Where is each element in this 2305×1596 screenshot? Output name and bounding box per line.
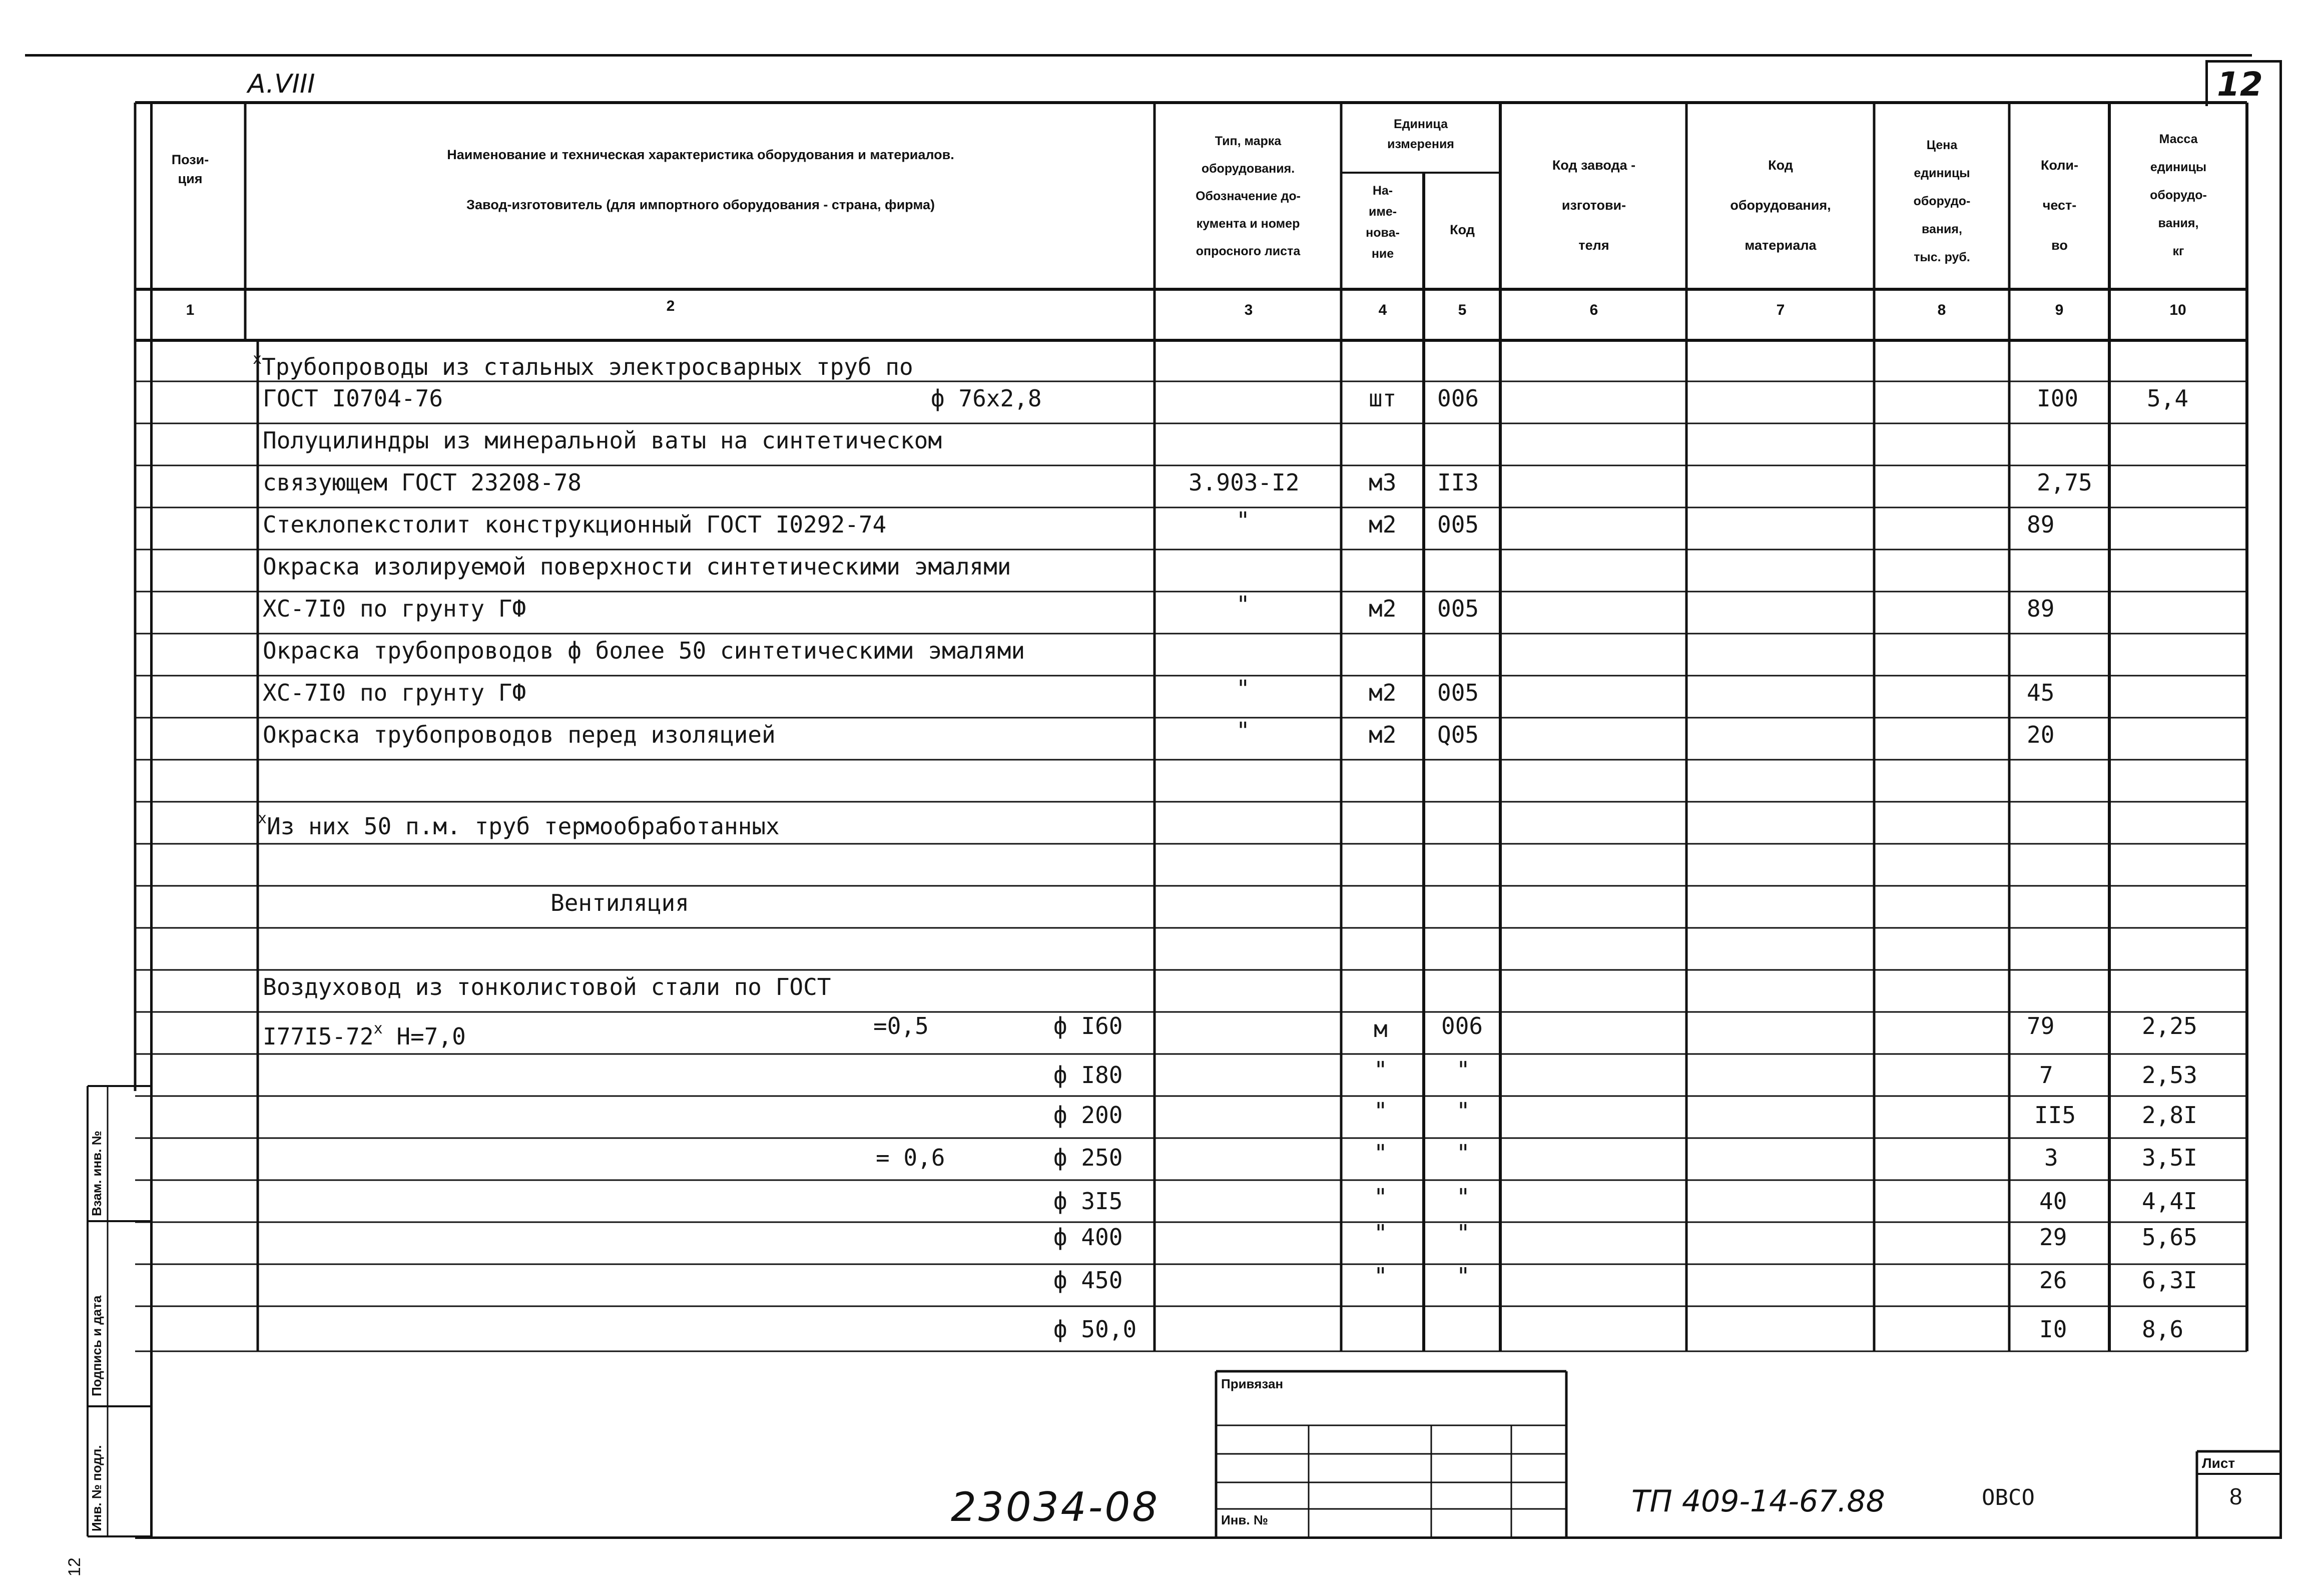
ditto-mark: " bbox=[1456, 1220, 1470, 1247]
table-row: $^x$Трубопроводы из стальных электросварных труб по bbox=[253, 350, 913, 380]
ditto-mark: " bbox=[1456, 1140, 1470, 1167]
header-position: Пози- ция bbox=[171, 152, 209, 186]
item-name: ХС-7I0 по грунту ГФ bbox=[263, 679, 526, 706]
item-mass: 4,4I bbox=[2142, 1188, 2197, 1215]
item-quantity: 20 bbox=[2027, 721, 2055, 748]
ditto-mark: " bbox=[1374, 1098, 1388, 1125]
item-dimension: ф 76x2,8 bbox=[931, 385, 1042, 412]
item-quantity: I00 bbox=[2037, 385, 2079, 412]
item-dimension: ф 400 bbox=[1053, 1224, 1123, 1251]
header-unit-name: На- име- нова- ние bbox=[1366, 184, 1400, 261]
item-unit-code: 005 bbox=[1437, 511, 1479, 538]
item-mass: 2,8I bbox=[2142, 1102, 2197, 1129]
item-unit: м3 bbox=[1369, 469, 1397, 496]
header-factory-code: Код завода - изготови- теля bbox=[1552, 158, 1636, 253]
header-unit-group: Единица измерения bbox=[1387, 117, 1454, 151]
item-quantity: 3 bbox=[2044, 1144, 2058, 1171]
item-name: ГОСТ I0704-76 bbox=[263, 385, 443, 412]
project-code: ТП 409-14-67.88 bbox=[1631, 1484, 1885, 1519]
col-number-6: 6 bbox=[1589, 302, 1598, 318]
col-number-3: 3 bbox=[1244, 302, 1253, 318]
item-thickness: = 0,6 bbox=[876, 1144, 945, 1171]
item-quantity: 2,75 bbox=[2037, 469, 2092, 496]
side-stamp-signature: Подпись и дата bbox=[89, 1295, 104, 1396]
header-equipment-code: Код оборудования, материала bbox=[1730, 158, 1831, 253]
header-unit-code: Код bbox=[1450, 222, 1475, 237]
item-quantity: II5 bbox=[2034, 1102, 2076, 1129]
ditto-mark: " bbox=[1456, 1098, 1470, 1125]
item-dimension: ф 200 bbox=[1053, 1102, 1123, 1129]
sheet-number: 8 bbox=[2229, 1483, 2242, 1509]
item-unit: шт bbox=[1369, 385, 1397, 412]
item-name: Окраска изолируемой поверхности синтетическими эмалями bbox=[263, 553, 1011, 580]
item-quantity: 7 bbox=[2039, 1061, 2053, 1089]
col-number-9: 9 bbox=[2055, 302, 2064, 318]
item-mass: 5,4 bbox=[2147, 385, 2189, 412]
col-number-1: 1 bbox=[186, 302, 195, 318]
item-unit-code: 005 bbox=[1437, 679, 1479, 706]
ditto-mark: " bbox=[1456, 1263, 1470, 1290]
col-number-7: 7 bbox=[1776, 302, 1785, 318]
footnote: $^x$Из них 50 п.м. труб термообработанных bbox=[258, 810, 780, 840]
header-name-line2: Завод-изготовитель (для импортного оборудования - страна, фирма) bbox=[466, 197, 935, 212]
item-dimension: ф 250 bbox=[1053, 1144, 1123, 1171]
item-dimension: ф 50,0 bbox=[1053, 1316, 1137, 1343]
col-number-10: 10 bbox=[2169, 302, 2186, 318]
item-quantity: 40 bbox=[2039, 1188, 2067, 1215]
margin-mark: 12 bbox=[65, 1557, 84, 1576]
sheet-tag: A.VIII bbox=[248, 69, 315, 99]
item-dimension: ф I80 bbox=[1053, 1061, 1123, 1089]
section-title: Вентиляция bbox=[550, 889, 689, 916]
sheet-label: Лист bbox=[2202, 1455, 2235, 1471]
side-stamp-replacement: Взам. инв. № bbox=[89, 1131, 104, 1216]
ditto-mark: " bbox=[1374, 1140, 1388, 1167]
item-unit-code: 005 bbox=[1437, 595, 1479, 622]
item-unit-code: Q05 bbox=[1437, 721, 1479, 748]
ditto-mark: " bbox=[1236, 717, 1250, 744]
ditto-mark: " bbox=[1374, 1263, 1388, 1290]
item-name: I77I5-72$^x$ Н=7,0 bbox=[263, 1020, 466, 1050]
item-thickness: =0,5 bbox=[873, 1012, 929, 1039]
header-name-line1: Наименование и техническая характеристика оборудования и материалов. bbox=[447, 147, 954, 162]
item-doc: 3.903-I2 bbox=[1189, 469, 1300, 496]
item-name: ХС-7I0 по грунту ГФ bbox=[263, 595, 526, 622]
item-quantity: 45 bbox=[2027, 679, 2055, 706]
header-type-doc: Тип, марка оборудования. Обозначение до- кумента и номер опросного листа bbox=[1196, 134, 1301, 258]
ditto-mark: " bbox=[1374, 1056, 1388, 1084]
header-mass: Масса единицы оборудо- вания, кг bbox=[2150, 132, 2207, 258]
item-unit-code: II3 bbox=[1437, 469, 1479, 496]
item-mass: 8,6 bbox=[2142, 1316, 2184, 1343]
item-dimension: ф 3I5 bbox=[1053, 1188, 1123, 1215]
item-mass: 2,53 bbox=[2142, 1061, 2197, 1089]
item-unit: м2 bbox=[1369, 721, 1397, 748]
item-name: Воздуховод из тонколистовой стали по ГОСТ bbox=[263, 973, 831, 1000]
ditto-mark: " bbox=[1236, 507, 1250, 534]
item-unit: м2 bbox=[1369, 679, 1397, 706]
item-mass: 3,5I bbox=[2142, 1144, 2197, 1171]
ditto-mark: " bbox=[1236, 591, 1250, 618]
item-mass: 5,65 bbox=[2142, 1224, 2197, 1251]
item-unit: м2 bbox=[1369, 511, 1397, 538]
item-dimension: ф I60 bbox=[1053, 1012, 1123, 1039]
ditto-mark: " bbox=[1374, 1184, 1388, 1211]
item-quantity: 89 bbox=[2027, 511, 2055, 538]
corner-number: 12 bbox=[2217, 65, 2263, 104]
item-quantity: 89 bbox=[2027, 595, 2055, 622]
item-unit: м2 bbox=[1369, 595, 1397, 622]
item-dimension: ф 450 bbox=[1053, 1267, 1123, 1294]
side-stamp-inventory: Инв. № подл. bbox=[89, 1445, 104, 1531]
title-inventory-no: Инв. № bbox=[1221, 1512, 1268, 1527]
item-unit-code: 006 bbox=[1441, 1012, 1483, 1039]
ditto-mark: " bbox=[1374, 1220, 1388, 1247]
handwritten-number: 23034-08 bbox=[951, 1484, 1160, 1530]
col-number-2: 2 bbox=[666, 298, 675, 314]
header-quantity: Коли- чест- во bbox=[2040, 158, 2079, 253]
item-name: Полуцилиндры из минеральной ваты на синтетическом bbox=[263, 427, 942, 454]
item-quantity: I0 bbox=[2039, 1316, 2067, 1343]
ditto-mark: " bbox=[1236, 675, 1250, 702]
ditto-mark: " bbox=[1456, 1056, 1470, 1084]
item-name: Окраска трубопроводов перед изоляцией bbox=[263, 721, 776, 748]
item-name: Окраска трубопроводов ф более 50 синтетическими эмалями bbox=[263, 637, 1025, 664]
item-quantity: 79 bbox=[2027, 1012, 2055, 1039]
item-quantity: 29 bbox=[2039, 1224, 2067, 1251]
item-name: Стеклопекстолит конструкционный ГОСТ I0292-74 bbox=[263, 511, 887, 538]
col-number-4: 4 bbox=[1378, 302, 1387, 318]
col-number-8: 8 bbox=[1937, 302, 1946, 318]
col-number-5: 5 bbox=[1458, 302, 1467, 318]
doc-code: ОВСО bbox=[1982, 1485, 2035, 1510]
title-privyazan: Привязан bbox=[1221, 1376, 1284, 1391]
item-quantity: 26 bbox=[2039, 1267, 2067, 1294]
item-name: связующем ГОСТ 23208-78 bbox=[263, 469, 582, 496]
ditto-mark: " bbox=[1456, 1184, 1470, 1211]
item-mass: 6,3I bbox=[2142, 1267, 2197, 1294]
header-price: Цена единицы оборудо- вания, тыс. руб. bbox=[1913, 138, 1971, 264]
item-unit: м bbox=[1374, 1015, 1388, 1042]
item-mass: 2,25 bbox=[2142, 1012, 2197, 1039]
item-unit-code: 006 bbox=[1437, 385, 1479, 412]
